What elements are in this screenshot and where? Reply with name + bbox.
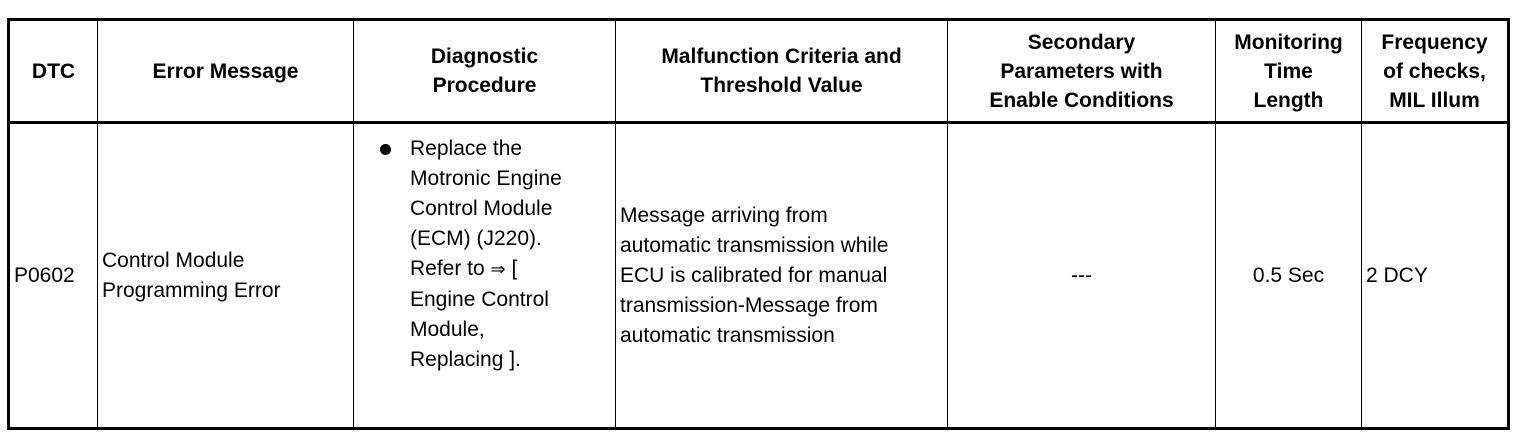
cell-line: Message arriving from [620,203,828,227]
cell-error-message [98,123,354,429]
cell-monitoring-time: 0.5 Sec [1216,123,1362,429]
cell-line: automatic transmission [620,323,835,347]
header-line: Time [1264,59,1313,83]
header-line: Parameters with [1000,59,1163,83]
cell-dtc-code: P0602 [9,123,98,429]
header-secondary-parameters [948,20,1216,123]
header-line: Length [1253,88,1324,112]
cell-diagnostic-procedure [354,123,616,429]
cell-malfunction-criteria [616,123,948,429]
header-line: Monitoring [1234,30,1343,54]
header-line: Enable Conditions [989,88,1174,112]
procedure-link-text[interactable]: Engine Control [410,288,549,311]
header-monitoring-time [1216,20,1362,123]
cell-frequency: 2 DCY [1362,123,1509,429]
cell-line: ECU is calibrated for manual [620,263,888,287]
header-malfunction-criteria [616,20,948,123]
header-line: Diagnostic [430,45,539,68]
table-row [9,123,1509,429]
procedure-item [374,134,595,375]
header-dtc: DTC [9,20,98,123]
procedure-bracket: [ [505,257,518,280]
header-error-message: Error Message [98,20,354,123]
header-line: of checks, [1383,59,1486,83]
procedure-list [374,134,611,375]
procedure-link-text[interactable]: Replacing ]. [410,348,521,371]
dtc-table [7,18,1510,430]
header-line: Secondary [1027,30,1136,54]
header-frequency [1362,20,1509,123]
cell-secondary-parameters: --- [948,123,1216,429]
procedure-refer-text: Refer to [410,257,491,280]
procedure-line: Replace the [410,137,523,160]
header-diagnostic-procedure [354,20,616,123]
procedure-link-line [410,254,595,285]
header-line: MIL Illum [1389,88,1480,112]
cell-line: automatic transmission while [620,233,889,257]
header-line: Threshold Value [700,74,863,97]
cell-line: transmission-Message from [620,293,878,317]
cell-line: Control Module [102,248,245,272]
header-line: Malfunction Criteria and [661,45,902,68]
procedure-line: Control Module [410,197,553,220]
header-line: Frequency [1381,30,1488,54]
procedure-line: (ECM) (J220). [410,227,542,250]
procedure-line: Motronic Engine [410,167,562,190]
right-double-arrow-icon: ⇒ [490,259,506,280]
header-line: Procedure [432,74,537,97]
cell-line: Programming Error [102,278,281,302]
header-row [9,20,1509,123]
procedure-link-text[interactable]: Module, [410,318,485,341]
bullet-icon [380,144,391,155]
